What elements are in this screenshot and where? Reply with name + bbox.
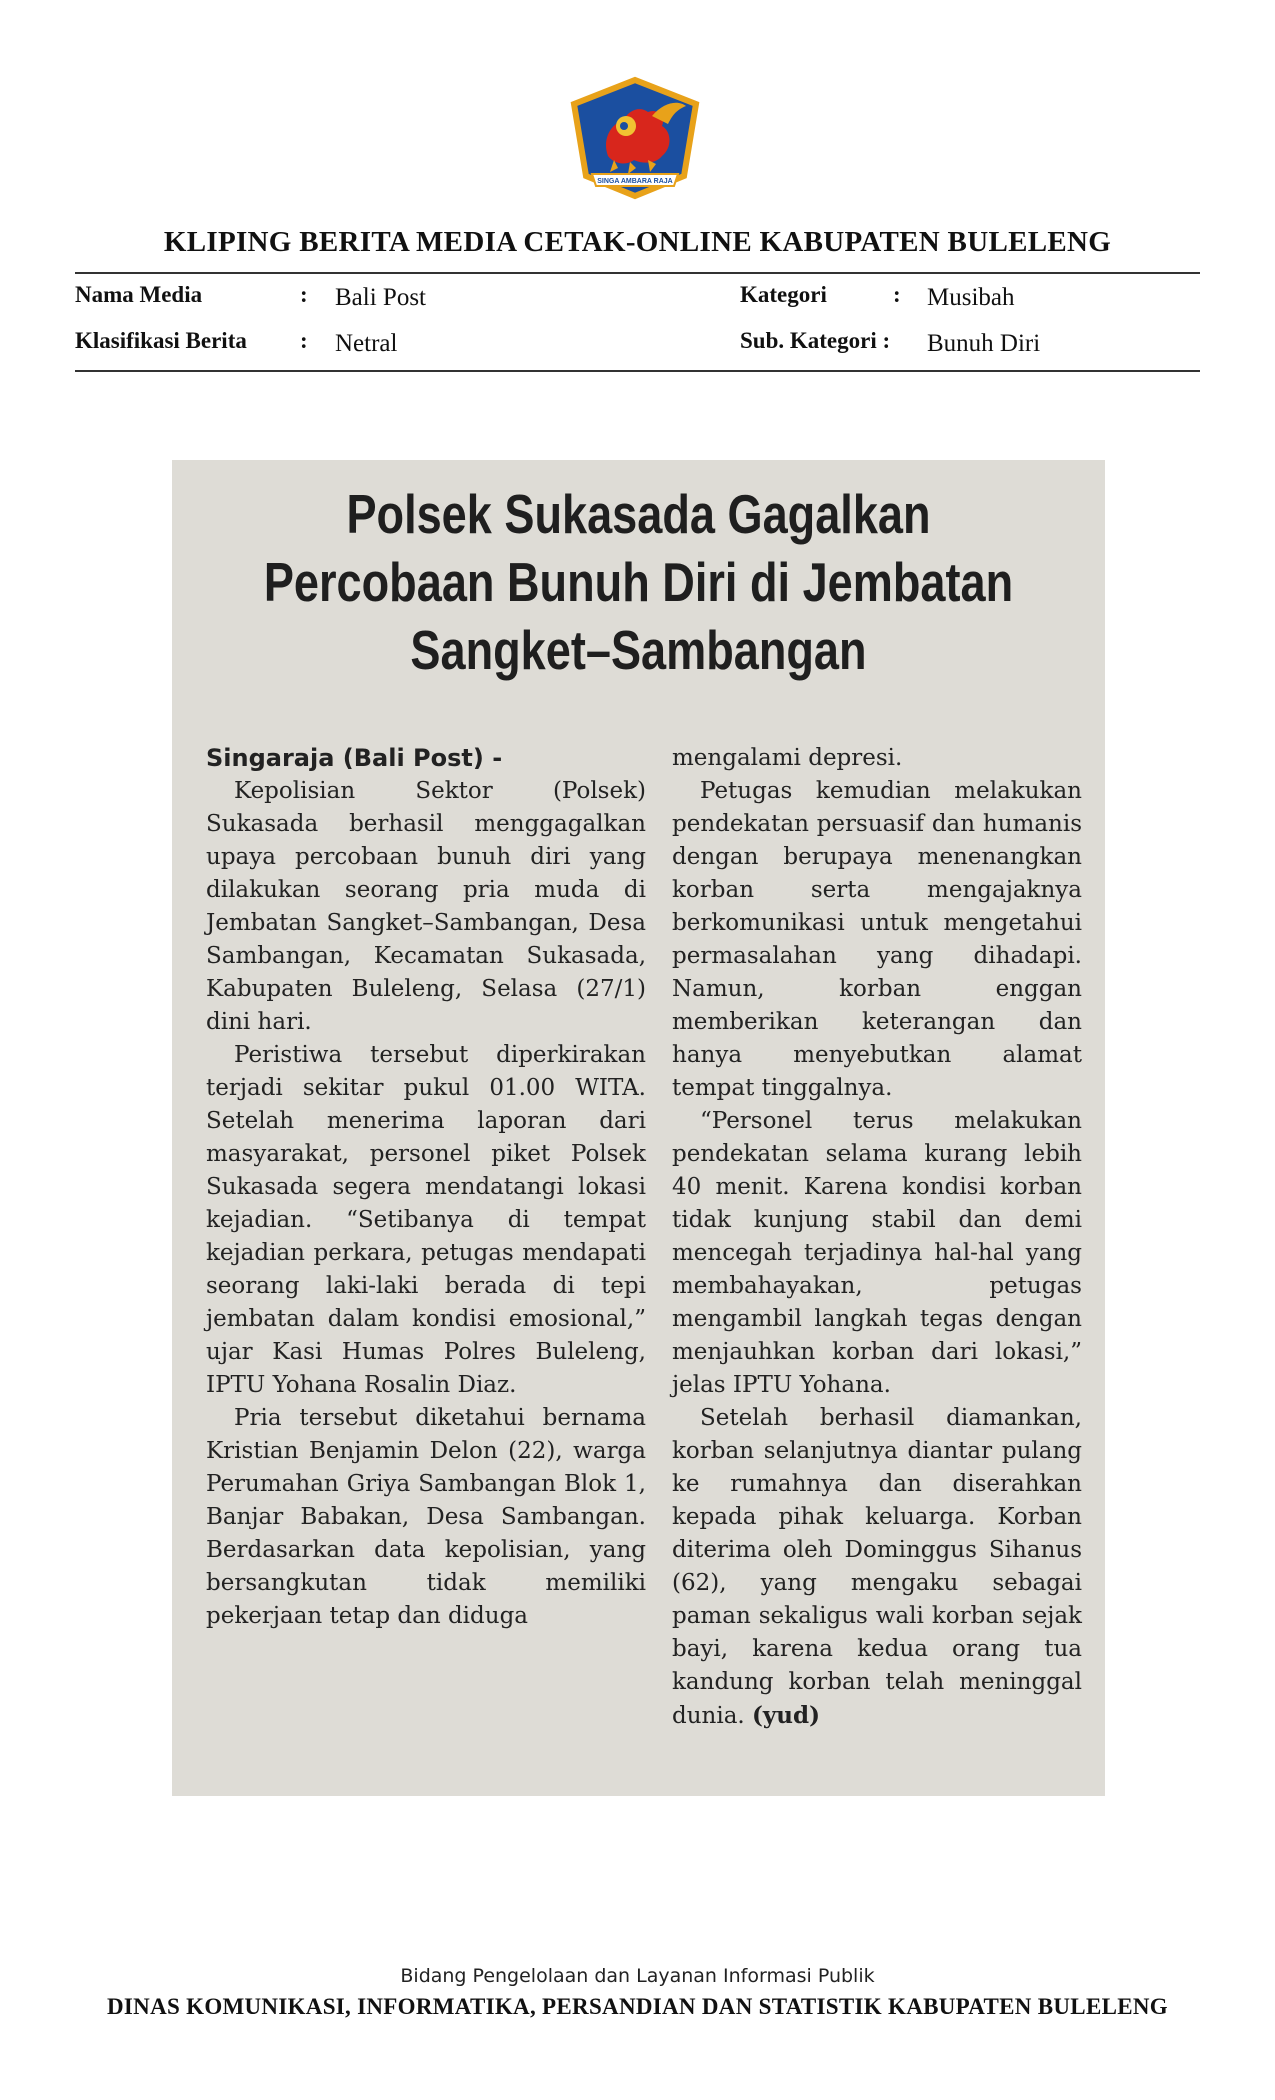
article-paragraph: Pria tersebut diketahui bernama Kristian Benjamin Delon (22), warga Perumahan Griya Sambangan Blok 1, Banjar Babakan, Desa Sambangan. Berdasarkan data kepolisian, yang bersangkutan tidak memiliki pekerjaan tetap dan diduga <box>206 1405 646 1629</box>
kategori-value: Musibah <box>927 284 1015 311</box>
nama-media-label: Nama Media <box>75 282 203 307</box>
article-column-left <box>206 742 646 1633</box>
article-paragraph: “Personel terus melakukan pendekatan selama kurang lebih 40 menit. Karena kondisi korban tidak kunjung stabil dan demi mencegah terjadinya hal-hal yang membahayakan, petugas mengambil langkah tegas dengan menjauhkan korban dari lokasi,” jelas IPTU Yohana. <box>672 1108 1082 1398</box>
headline-line-1: Polsek Sukasada Gagalkan <box>346 483 931 545</box>
article-paragraph: Kepolisian Sektor (Polsek) Sukasada berhasil menggagalkan upaya percobaan bunuh diri yang dilakukan seorang pria muda di Jembatan Sangket–Sambangan, Desa Sambangan, Kecamatan Sukasada, Kabupaten Buleleng, Selasa (27/1) dini hari. <box>206 778 646 1035</box>
sub-kategori-value: Bunuh Diri <box>927 330 1041 357</box>
footer-agency: DINAS KOMUNIKASI, INFORMATIKA, PERSANDIAN DAN STATISTIK KABUPATEN BULELENG <box>107 1994 1168 2019</box>
klasifikasi-berita-label: Klasifikasi Berita <box>75 328 247 353</box>
document-title: KLIPING BERITA MEDIA CETAK-ONLINE KABUPATEN BULELENG <box>163 226 1112 258</box>
klasifikasi-berita-value: Netral <box>335 330 398 357</box>
klasifikasi-berita-colon: : <box>300 328 308 353</box>
article-dateline: Singaraja (Bali Post) - <box>206 744 503 772</box>
headline-line-2: Percobaan Bunuh Diri di Jembatan <box>263 551 1014 613</box>
newspaper-clipping <box>172 460 1105 1796</box>
article-paragraph: Petugas kemudian melakukan pendekatan persuasif dan humanis dengan berupaya menenangkan korban serta mengajaknya berkomunikasi untuk mengetahui permasalahan yang dihadapi. Namun, korban enggan memberikan keterangan dan hanya menyebutkan alamat tempat tinggalnya. <box>672 778 1082 1101</box>
header-bottom-rule <box>75 370 1200 372</box>
sub-kategori-label: Sub. Kategori : <box>740 328 891 353</box>
footer-division: Bidang Pengelolaan dan Layanan Informasi Publik <box>400 1965 875 1987</box>
nama-media-colon: : <box>300 282 308 307</box>
kategori-colon: : <box>893 282 901 307</box>
headline-line-3: Sangket–Sambangan <box>410 619 867 681</box>
logo-caption: SINGA AMBARA RAJA <box>597 178 673 185</box>
article-column-right <box>672 742 1082 1733</box>
article-paragraph-text: Setelah berhasil diamankan, korban selanjutnya diantar pulang ke rumahnya dan diserahkan kepada pihak keluarga. Korban diterima oleh Dominggus Sihanus (62), yang mengaku sebagai paman sekaligus wali korban sejak bayi, karena kedua orang tua kandung korban telah meninggal dunia. <box>672 1405 1082 1729</box>
article-paragraph: Peristiwa tersebut diperkirakan terjadi sekitar pukul 01.00 WITA. Setelah menerima laporan dari masyarakat, personel piket Polsek Sukasada segera mendatangi lokasi kejadian. “Setibanya di tempat kejadian perkara, petugas mendapati seorang laki-laki berada di tepi jembatan dalam kondisi emosional,” ujar Kasi Humas Polres Buleleng, IPTU Yohana Rosalin Diaz. <box>206 1042 646 1398</box>
article-signature: (yud) <box>752 1702 820 1729</box>
article-paragraph: mengalami depresi. <box>672 745 903 771</box>
kategori-label: Kategori <box>740 282 827 307</box>
article-paragraph-last <box>672 1402 1082 1733</box>
buleleng-coat-of-arms-logo <box>568 76 702 200</box>
article-headline <box>256 480 1021 684</box>
nama-media-value: Bali Post <box>335 284 426 311</box>
header-top-rule <box>75 272 1200 274</box>
